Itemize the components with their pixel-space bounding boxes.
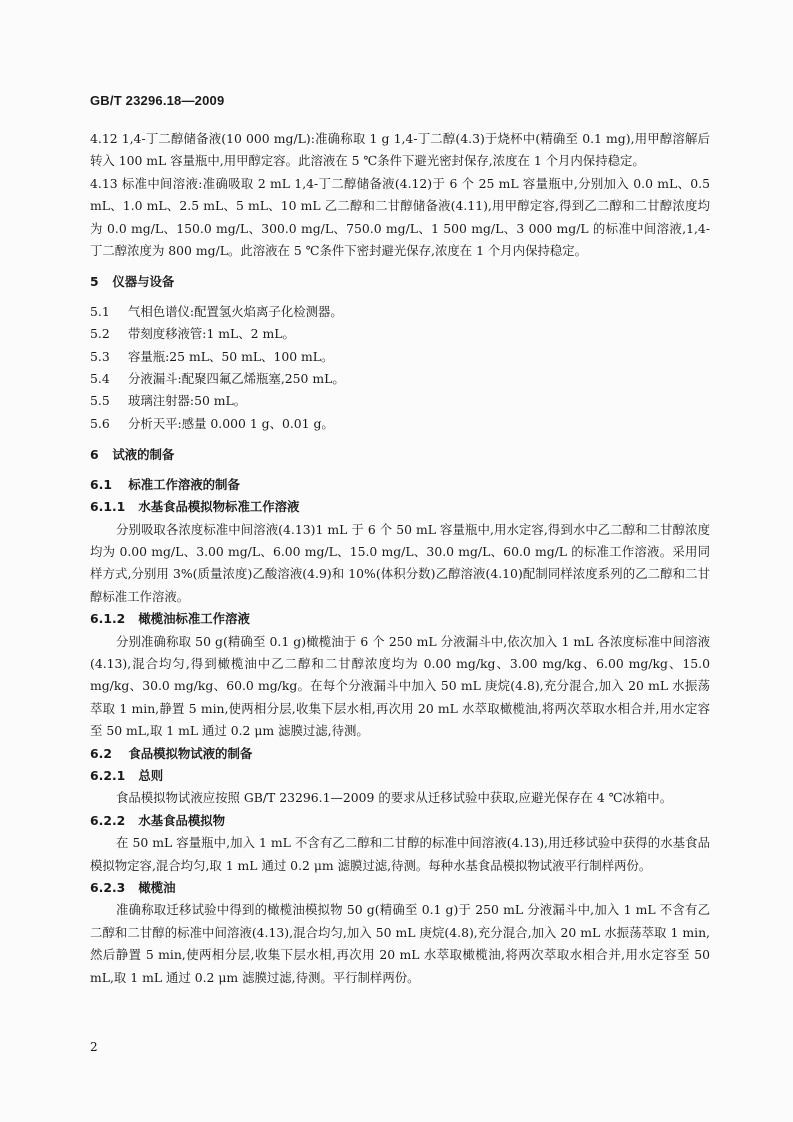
list-item: [90, 301, 710, 323]
document-body: [90, 128, 710, 989]
item-text: 分液漏斗:配聚四氟乙烯瓶塞,250 mL。: [127, 371, 345, 387]
paragraph: 分别准确称取 50 g(精确至 0.1 g)橄榄油于 6 个 250 mL 分液漏斗中,依次加入 1 mL 各浓度标准中间溶液(4.13),混合均匀,得到橄榄油中乙二醇和二甘醇浓度均为 0.00 mg/kg、3.00 mg/kg、6.00 mg/kg、15.0 mg/kg、30.0 mg/kg、60.0 mg/kg。在每个分液漏斗中加入 50 mL 庚烷(4.8),充分混合,加入 20 mL 水振荡萃取 1 min,静置 5 min,使两相分层,收集下层水相,再次用 20 mL 水萃取橄榄油,将两次萃取水相合并,用水定容至 50 mL,取 1 mL 通过 0.2 μm 滤膜过滤,待测。: [90, 633, 710, 739]
item-text: 玻璃注射器:50 mL。: [127, 393, 247, 409]
section-number: 6.2.3: [90, 880, 126, 895]
section-title: 水基食品模拟物: [138, 812, 226, 828]
page-number: 2: [90, 1040, 98, 1054]
section-title: 试液的制备: [112, 447, 175, 463]
subsection-6-2-3-heading: [90, 877, 710, 899]
section-title: 标准工作溶液的制备: [128, 476, 240, 492]
clause-number: 4.13: [90, 175, 118, 191]
subsection-6-1-2-heading: [90, 608, 710, 630]
clause-text: 标准中间溶液:准确吸取 2 mL 1,4-丁二醇储备液(4.12)于 6 个 25 mL 容量瓶中,分别加入 0.0 mL、0.5 mL、1.0 mL、2.5 mL、5 mL、10 mL 乙二醇和二甘醇储备液(4.11),用甲醇定容,得到乙二醇和二甘醇浓度均为 0.0 mg/L、150.0 mg/L、300.0 mg/L、750.0 mg/L、1 500 mg/L、3 000 mg/L 的标准中间溶液,1,4-丁二醇浓度为 800 mg/L。此溶液在 5 ℃条件下密封避光保存,浓度在 1 个月内保持稳定。: [90, 175, 710, 259]
subsection-6-2-1-heading: [90, 765, 710, 787]
paragraph: 准确称取迁移试验中得到的橄榄油模拟物 50 g(精确至 0.1 g)于 250 mL 分液漏斗中,加入 1 mL 不含有乙二醇和二甘醇的标准中间溶液(4.13),混合均匀,加入 50 mL 庚烷(4.8),充分混合,加入 20 mL 水振荡萃取 1 min,然后静置 5 min,使两相分层,收集下层水相,再次用 20 mL 水萃取橄榄油,将两次萃取水相合并,用水定容至 50 mL,取 1 mL 通过 0.2 μm 滤膜过滤,待测。平行制样两份。: [90, 902, 710, 985]
list-item: [90, 413, 710, 435]
item-text: 气相色谱仪:配置氢火焰离子化检测器。: [127, 303, 343, 319]
section-5-heading: [90, 271, 710, 293]
section-number: 6.1.1: [90, 499, 126, 515]
section-title: 橄榄油标准工作溶液: [138, 611, 250, 627]
section-number: 6.2: [90, 745, 112, 761]
subsection-6-1-heading: [90, 474, 710, 496]
item-number: 5.6: [90, 415, 110, 431]
item-number: 5.5: [90, 393, 110, 409]
section-title: 总则: [138, 767, 164, 783]
list-item: [90, 323, 710, 345]
paragraph: 分别吸取各浓度标准中间溶液(4.13)1 mL 于 6 个 50 mL 容量瓶中,用水定容,得到水中乙二醇和二甘醇浓度均为 0.00 mg/L、3.00 mg/L、6.00 mg/L、15.0 mg/L、30.0 mg/L、60.0 mg/L 的标准工作溶液。采用同样方式,分别用 3%(质量浓度)乙酸溶液(4.9)和 10%(体积分数)乙醇溶液(4.10)配制同样浓度系列的乙二醇和二甘醇标准工作溶液。: [90, 521, 710, 604]
subsection-6-2-2-heading: [90, 810, 710, 832]
section-number: 6.2.2: [90, 812, 126, 828]
paragraph: 在 50 mL 容量瓶中,加入 1 mL 不含有乙二醇和二甘醇的标准中间溶液(4.13),用迁移试验中获得的水基食品模拟物定容,混合均匀,取 1 mL 通过 0.2 μm 滤膜过滤,待测。每种水基食品模拟物试液平行制样两份。: [90, 835, 710, 873]
clause-4-13: [90, 173, 710, 263]
subsection-6-2-heading: [90, 743, 710, 765]
item-text: 带刻度移液管:1 mL、2 mL。: [127, 326, 295, 342]
section-title: 仪器与设备: [112, 274, 175, 290]
section-number: 6.1: [90, 476, 112, 492]
item-number: 5.4: [90, 371, 110, 387]
list-item: [90, 390, 710, 412]
section-title: 食品模拟物试液的制备: [128, 745, 253, 761]
section-title: 橄榄油: [138, 880, 176, 895]
list-item: [90, 346, 710, 368]
paragraph: 食品模拟物试液应按照 GB/T 23296.1—2009 的要求从迁移试验中获取,应避光保存在 4 ℃冰箱中。: [116, 790, 673, 806]
section-number: 5: [90, 274, 99, 290]
item-number: 5.1: [90, 303, 110, 319]
item-number: 5.3: [90, 348, 110, 364]
clause-number: 4.12: [90, 131, 118, 146]
item-text: 分析天平:感量 0.000 1 g、0.01 g。: [127, 415, 334, 431]
list-item: [90, 368, 710, 390]
section-number: 6.1.2: [90, 611, 126, 627]
subsection-6-1-1-heading: [90, 496, 710, 518]
clause-text: 1,4-丁二醇储备液(10 000 mg/L):准确称取 1 g 1,4-丁二醇(4.3)于烧杯中(精确至 0.1 mg),用甲醇溶解后转入 100 mL 容量瓶中,用甲醇定容。此溶液在 5 ℃条件下避光密封保存,浓度在 1 个月内保持稳定。: [90, 131, 710, 169]
section-title: 水基食品模拟物标准工作溶液: [138, 499, 300, 515]
standard-code-header: GB/T 23296.18—2009: [90, 93, 225, 108]
item-number: 5.2: [90, 326, 110, 342]
clause-4-12: [90, 128, 710, 173]
section-6-heading: [90, 444, 710, 466]
item-text: 容量瓶:25 mL、50 mL、100 mL。: [127, 348, 334, 364]
section-number: 6.2.1: [90, 767, 126, 783]
section-number: 6: [90, 447, 99, 463]
